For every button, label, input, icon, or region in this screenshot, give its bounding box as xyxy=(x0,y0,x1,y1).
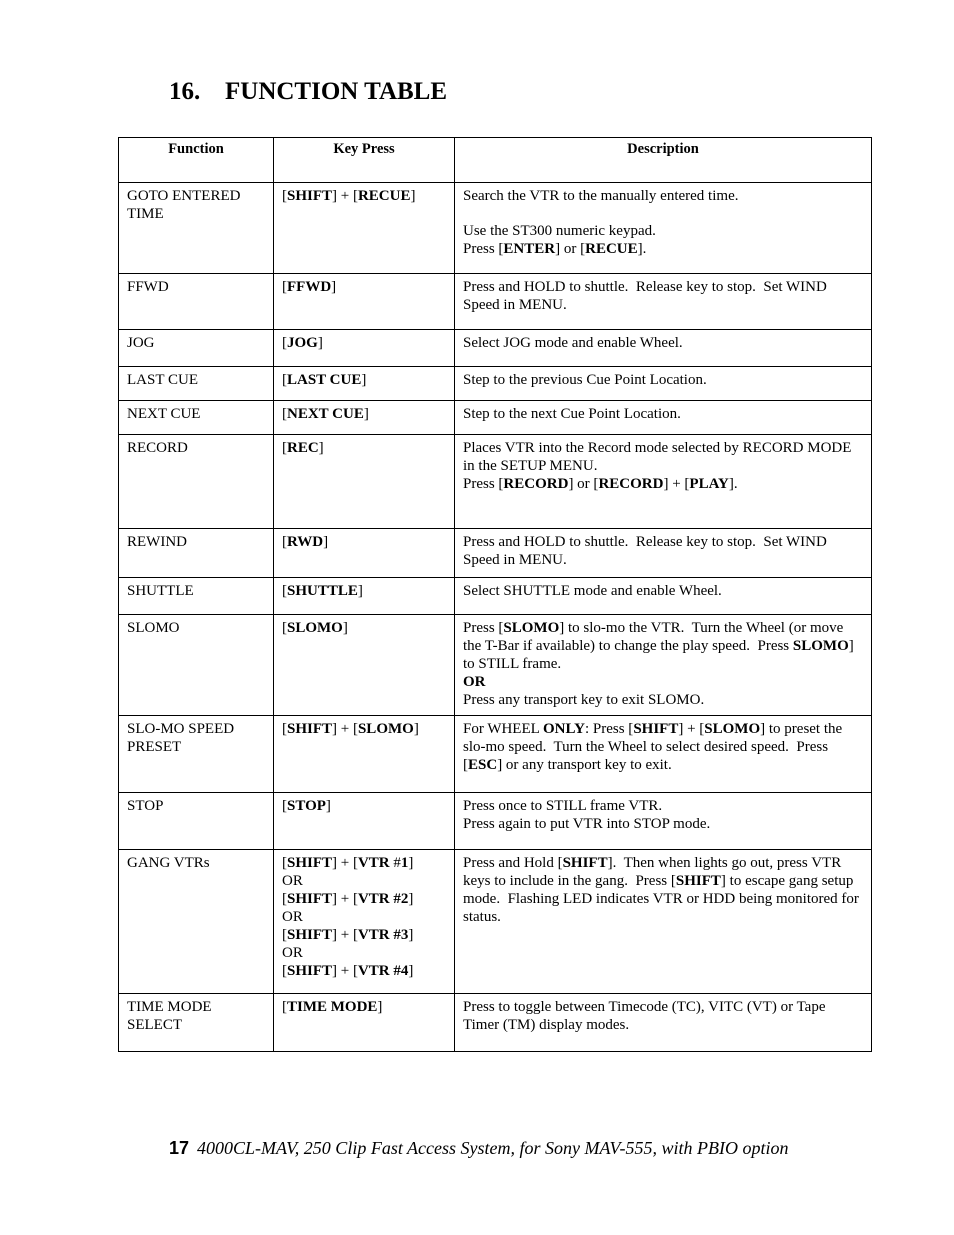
description-cell: Step to the next Cue Point Location. xyxy=(455,401,872,435)
key-press-cell: [REC] xyxy=(274,435,455,529)
function-cell: JOG xyxy=(119,330,274,367)
key-press-cell: [STOP] xyxy=(274,793,455,850)
table-row xyxy=(119,367,872,401)
header-key-press: Key Press xyxy=(274,138,455,183)
function-cell: TIME MODE SELECT xyxy=(119,994,274,1052)
function-cell: GANG VTRs xyxy=(119,850,274,994)
function-cell: STOP xyxy=(119,793,274,850)
key-press-cell: [JOG] xyxy=(274,330,455,367)
table-row xyxy=(119,274,872,330)
table-row xyxy=(119,793,872,850)
page-number: 17 xyxy=(169,1138,190,1158)
key-press-cell: [TIME MODE] xyxy=(274,994,455,1052)
function-cell: GOTO ENTERED TIME xyxy=(119,183,274,274)
table-row xyxy=(119,529,872,578)
key-press-cell: [SHUTTLE] xyxy=(274,578,455,615)
description-cell: For WHEEL ONLY: Press [SHIFT] + [SLOMO] to preset the slo-mo speed. Turn the Wheel to select desired speed. Press [ESC] or any transport key to exit. xyxy=(455,716,872,793)
key-press-cell: [SLOMO] xyxy=(274,615,455,716)
function-cell: SHUTTLE xyxy=(119,578,274,615)
key-press-cell: [FFWD] xyxy=(274,274,455,330)
function-cell: NEXT CUE xyxy=(119,401,274,435)
description-cell: Press and HOLD to shuttle. Release key to stop. Set WIND Speed in MENU. xyxy=(455,274,872,330)
header-function: Function xyxy=(119,138,274,183)
footer-text: 4000CL-MAV, 250 Clip Fast Access System, for Sony MAV-555, with PBIO option xyxy=(197,1138,789,1158)
description-cell: Search the VTR to the manually entered time. Use the ST300 numeric keypad. Press [ENTER] or [RECUE]. xyxy=(455,183,872,274)
description-cell: Press to toggle between Timecode (TC), VITC (VT) or Tape Timer (TM) display modes. xyxy=(455,994,872,1052)
table-row xyxy=(119,994,872,1052)
key-press-cell: [LAST CUE] xyxy=(274,367,455,401)
page-footer xyxy=(169,1138,789,1159)
table-body xyxy=(119,183,872,1052)
table-row xyxy=(119,435,872,529)
section-heading xyxy=(169,78,447,106)
function-cell: SLO-MO SPEED PRESET xyxy=(119,716,274,793)
description-cell: Press and Hold [SHIFT]. Then when lights go out, press VTR keys to include in the gang. Press [SHIFT] to escape gang setup mode. Flashing LED indicates VTR or HDD being monitored for status. xyxy=(455,850,872,994)
key-press-cell: [RWD] xyxy=(274,529,455,578)
table-row xyxy=(119,330,872,367)
function-cell: LAST CUE xyxy=(119,367,274,401)
function-cell: FFWD xyxy=(119,274,274,330)
section-number: 16. xyxy=(169,78,201,105)
table-row xyxy=(119,615,872,716)
table-row xyxy=(119,183,872,274)
table-row xyxy=(119,850,872,994)
function-cell: REWIND xyxy=(119,529,274,578)
description-cell: Select SHUTTLE mode and enable Wheel. xyxy=(455,578,872,615)
description-cell: Step to the previous Cue Point Location. xyxy=(455,367,872,401)
description-cell: Press once to STILL frame VTR. Press again to put VTR into STOP mode. xyxy=(455,793,872,850)
description-cell: Places VTR into the Record mode selected by RECORD MODE in the SETUP MENU. Press [RECORD] or [RECORD] + [PLAY]. xyxy=(455,435,872,529)
header-description: Description xyxy=(455,138,872,183)
function-table xyxy=(118,137,872,1052)
function-cell: RECORD xyxy=(119,435,274,529)
table-row xyxy=(119,716,872,793)
description-cell: Press [SLOMO] to slo-mo the VTR. Turn the Wheel (or move the T-Bar if available) to change the play speed. Press SLOMO] to STILL frame. OR Press any transport key to exit SLOMO. xyxy=(455,615,872,716)
function-cell: SLOMO xyxy=(119,615,274,716)
key-press-cell: [SHIFT] + [SLOMO] xyxy=(274,716,455,793)
key-press-cell: [SHIFT] + [RECUE] xyxy=(274,183,455,274)
description-cell: Select JOG mode and enable Wheel. xyxy=(455,330,872,367)
section-title: FUNCTION TABLE xyxy=(225,78,448,105)
table-header-row xyxy=(119,138,872,183)
table-row xyxy=(119,401,872,435)
table-row xyxy=(119,578,872,615)
description-cell: Press and HOLD to shuttle. Release key to stop. Set WIND Speed in MENU. xyxy=(455,529,872,578)
key-press-cell: [SHIFT] + [VTR #1] OR [SHIFT] + [VTR #2] OR [SHIFT] + [VTR #3] OR [SHIFT] + [VTR #4] xyxy=(274,850,455,994)
key-press-cell: [NEXT CUE] xyxy=(274,401,455,435)
